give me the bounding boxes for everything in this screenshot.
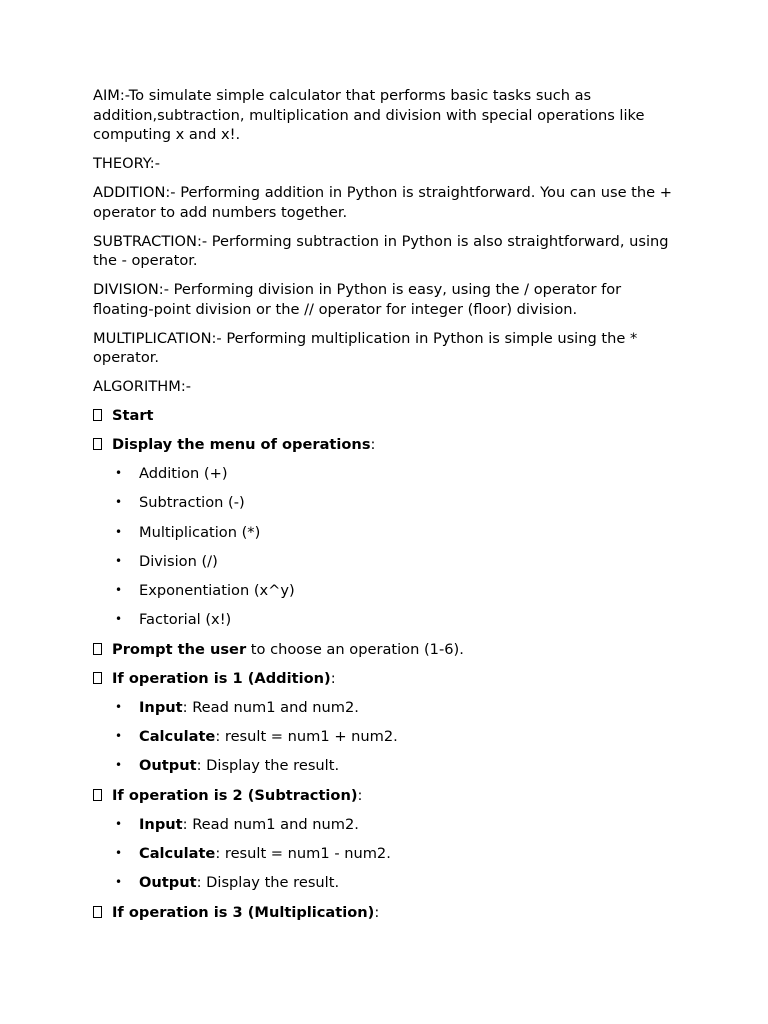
missing-glyph-icon	[93, 789, 102, 801]
list-item: • Calculate: result = num1 + num2.	[115, 728, 398, 746]
list-item: • Output: Display the result.	[115, 757, 340, 775]
theory-multiplication: MULTIPLICATION:- Performing multiplication in Python is simple using the * operator.	[93, 329, 638, 366]
list-item: • Output: Display the result.	[115, 874, 340, 892]
bullet-icon: •	[115, 816, 123, 831]
step-op3: If operation is 3 (Multiplication):	[93, 903, 683, 923]
step-op1-label: If operation is 1 (Addition)	[112, 669, 331, 687]
missing-glyph-icon	[93, 438, 102, 450]
bullet-icon: •	[115, 758, 123, 773]
menu-list	[93, 464, 683, 630]
list-item: • Division (/)	[115, 552, 218, 570]
step-menu-suffix: :	[370, 436, 376, 453]
bullet-icon: •	[115, 612, 123, 627]
list-item: • Multiplication (*)	[115, 523, 261, 541]
document-page	[93, 86, 683, 932]
bullet-icon: •	[115, 875, 123, 890]
list-item: • Subtraction (-)	[115, 494, 245, 512]
missing-glyph-icon	[93, 906, 102, 918]
step-prompt-suffix: to choose an operation (1-6).	[246, 640, 464, 658]
list-item: • Addition (+)	[115, 465, 228, 482]
list-item: • Calculate: result = num1 - num2.	[115, 844, 391, 862]
list-item: • Factorial (x!)	[115, 611, 232, 629]
missing-glyph-icon	[93, 643, 102, 655]
algorithm-heading: ALGORITHM:-	[93, 378, 192, 395]
bullet-icon: •	[115, 466, 123, 480]
list-item: • Input: Read num1 and num2.	[115, 698, 359, 716]
step-menu-label: Display the menu of operations	[112, 436, 371, 453]
op1-list	[93, 698, 683, 776]
theory-heading: THEORY:-	[93, 155, 160, 172]
step-menu	[93, 435, 683, 455]
step-prompt	[93, 640, 683, 660]
step-op1: If operation is 1 (Addition):	[93, 669, 683, 689]
bullet-icon: •	[115, 524, 123, 539]
bullet-icon: •	[115, 699, 123, 714]
theory-addition: ADDITION:- Performing addition in Python is straightforward. You can use the + operator to add numbers together.	[93, 184, 673, 221]
bullet-icon: •	[115, 583, 123, 598]
list-item: • Input: Read num1 and num2.	[115, 815, 359, 833]
missing-glyph-icon	[93, 409, 102, 421]
list-item: • Exponentiation (x^y)	[115, 582, 295, 600]
aim-paragraph: AIM:-To simulate simple calculator that performs basic tasks such as addition,subtraction, multiplication and division with special operations like computing x and x!.	[93, 87, 645, 143]
step-op2: If operation is 2 (Subtraction):	[93, 786, 683, 806]
bullet-icon: •	[115, 729, 123, 744]
bullet-icon: •	[115, 553, 123, 568]
step-op3-label: If operation is 3 (Multiplication)	[112, 903, 375, 921]
step-op2-label: If operation is 2 (Subtraction)	[112, 786, 358, 804]
bullet-icon: •	[115, 495, 123, 510]
step-prompt-label: Prompt the user	[112, 640, 247, 658]
theory-subtraction: SUBTRACTION:- Performing subtraction in Python is also straightforward, using the - operator.	[93, 232, 669, 269]
step-start-label: Start	[112, 407, 154, 424]
theory-division: DIVISION:- Performing division in Python is easy, using the / operator for floating-point division or the // operator for integer (floor) division.	[93, 281, 622, 318]
bullet-icon: •	[115, 845, 123, 860]
op2-list	[93, 815, 683, 893]
missing-glyph-icon	[93, 672, 102, 684]
step-start	[93, 406, 683, 426]
